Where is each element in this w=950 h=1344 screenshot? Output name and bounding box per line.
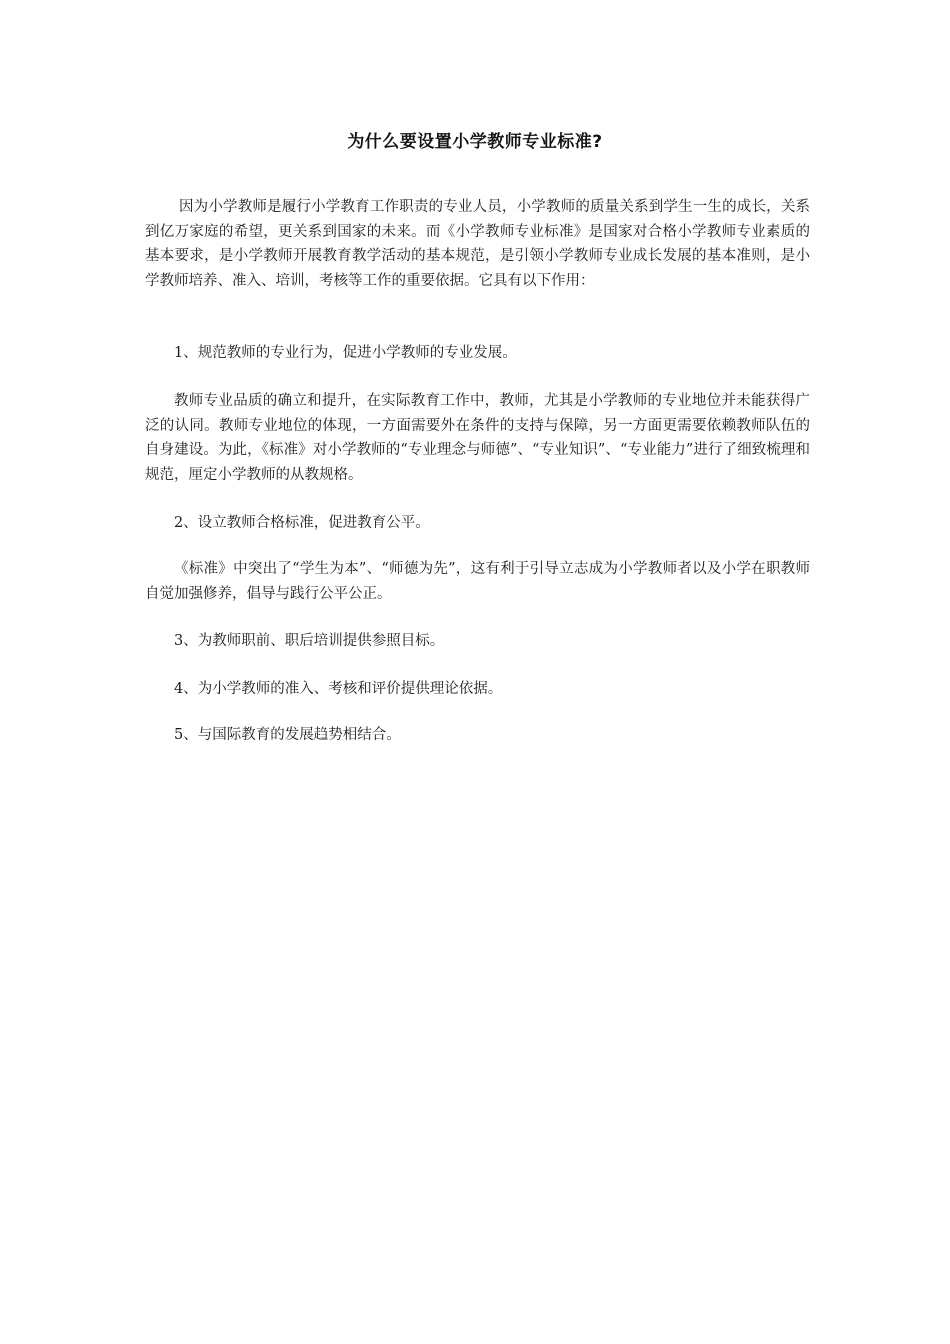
point-5-heading: 5、与国际教育的发展趋势相结合。 [174,727,401,743]
document-title: 为什么要设置小学教师专业标准? [347,132,603,152]
point-2-heading: 2、设立教师合格标准，促进教育公平。 [174,515,430,531]
point-1-detail: 教师专业品质的确立和提升，在实际教育工作中，教师，尤其是小学教师的专业地位并未能获得广泛的认同。教师专业地位的体现，一方面需要外在条件的支持与保障，另一方面更需要依赖教师队伍的自身建设。为此，《标准》对小学教师的“专业理念与师德”、“专业知识”、“专业能力”进行了细致梳理和规范，厘定小学教师的从教规格。 [145,393,810,483]
point-3-heading: 3、为教师职前、职后培训提供参照目标。 [174,633,445,649]
intro-paragraph: 因为小学教师是履行小学教育工作职责的专业人员，小学教师的质量关系到学生一生的成长，关系到亿万家庭的希望，更关系到国家的未来。而《小学教师专业标准》是国家对合格小学教师专业素质的基本要求，是小学教师开展教育教学活动的基本规范，是引领小学教师专业成长发展的基本准则，是小学教师培养、准入、培训，考核等工作的重要依据。它具有以下作用： [145,199,810,289]
point-1-heading: 1、规范教师的专业行为，促进小学教师的专业发展。 [174,345,517,361]
point-2-detail: 《标准》中突出了“学生为本”、“师德为先”，这有利于引导立志成为小学教师者以及小学在职教师自觉加强修养，倡导与践行公平公正。 [145,561,810,602]
point-4-heading: 4、为小学教师的准入、考核和评价提供理论依据。 [174,681,503,697]
